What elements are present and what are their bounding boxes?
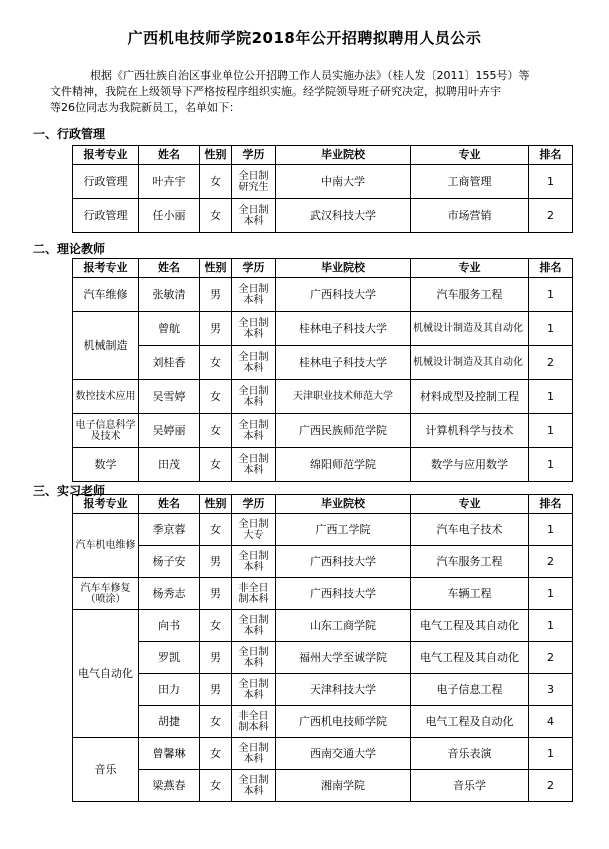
cell-field: 数学与应用数学 [411,448,529,482]
cell-education: 全日制本科 [232,642,276,674]
cell-school: 山东工商学院 [276,610,411,642]
column-header: 姓名 [139,259,200,278]
cell-school: 中南大学 [276,165,411,199]
cell-name: 曾航 [139,312,200,346]
cell-name: 梁燕春 [139,770,200,802]
cell-education: 全日制本科 [232,346,276,380]
cell-field: 市场营销 [411,199,529,233]
table-header-row [73,495,573,514]
table-row [73,414,573,448]
column-header: 性别 [200,259,232,278]
cell-rank: 3 [529,674,573,706]
cell-name: 刘桂香 [139,346,200,380]
cell-rank: 1 [529,578,573,610]
cell-name: 任小丽 [139,199,200,233]
column-header: 报考专业 [73,495,139,514]
cell-major: 机械制造 [73,312,139,380]
column-header: 专业 [411,495,529,514]
cell-rank: 4 [529,706,573,738]
cell-school: 广西科技大学 [276,578,411,610]
cell-rank: 1 [529,312,573,346]
cell-field: 电气工程及其自动化 [411,610,529,642]
column-header: 姓名 [139,146,200,165]
table-row [73,642,573,674]
section-title: 二、理论教师 [33,242,106,256]
cell-rank: 2 [529,546,573,578]
cell-school: 西南交通大学 [276,738,411,770]
cell-field: 计算机科学与技术 [411,414,529,448]
cell-field: 车辆工程 [411,578,529,610]
table-row [73,770,573,802]
column-header: 报考专业 [73,259,139,278]
cell-school: 广西机电技师学院 [276,706,411,738]
cell-major: 行政管理 [73,165,139,199]
cell-major: 电气自动化 [73,610,139,738]
table-row [73,514,573,546]
cell-name: 杨秀志 [139,578,200,610]
cell-gender: 女 [200,165,232,199]
cell-school: 福州大学至诚学院 [276,642,411,674]
cell-major: 行政管理 [73,199,139,233]
cell-major: 电子信息科学及技术 [73,414,139,448]
cell-field: 音乐表演 [411,738,529,770]
cell-gender: 女 [200,610,232,642]
table-row [73,674,573,706]
table-row [73,610,573,642]
cell-gender: 女 [200,514,232,546]
cell-field: 机械设计制造及其自动化 [411,312,529,346]
cell-rank: 1 [529,414,573,448]
cell-education: 全日制本科 [232,674,276,706]
cell-school: 广西科技大学 [276,546,411,578]
cell-education: 全日制本科 [232,278,276,312]
column-header: 学历 [232,146,276,165]
cell-education: 全日制本科 [232,380,276,414]
cell-education: 全日制研究生 [232,165,276,199]
column-header: 专业 [411,146,529,165]
column-header: 报考专业 [73,146,139,165]
table-row [73,312,573,346]
cell-rank: 1 [529,380,573,414]
personnel-table [72,145,573,233]
cell-major: 汽车维修 [73,278,139,312]
cell-school: 桂林电子科技大学 [276,346,411,380]
table-row [73,165,573,199]
cell-name: 罗凯 [139,642,200,674]
cell-major: 数控技术应用 [73,380,139,414]
cell-gender: 男 [200,578,232,610]
cell-school: 桂林电子科技大学 [276,312,411,346]
cell-gender: 女 [200,706,232,738]
cell-education: 全日制本科 [232,546,276,578]
cell-rank: 2 [529,642,573,674]
table-row [73,578,573,610]
cell-rank: 1 [529,514,573,546]
cell-education: 非全日制本科 [232,706,276,738]
cell-rank: 2 [529,770,573,802]
cell-education: 非全日制本科 [232,578,276,610]
cell-field: 汽车电子技术 [411,514,529,546]
cell-name: 张敏清 [139,278,200,312]
cell-rank: 1 [529,448,573,482]
cell-school: 广西工学院 [276,514,411,546]
cell-rank: 1 [529,278,573,312]
column-header: 性别 [200,146,232,165]
intro-line: 根据《广西壮族自治区事业单位公开招聘工作人员实施办法》（桂人发〔2011〕155号）等 [90,69,530,82]
cell-gender: 女 [200,770,232,802]
cell-gender: 女 [200,414,232,448]
cell-field: 电气工程及自动化 [411,706,529,738]
cell-field: 汽车服务工程 [411,546,529,578]
cell-school: 绵阳师范学院 [276,448,411,482]
cell-rank: 1 [529,165,573,199]
cell-name: 吴婷丽 [139,414,200,448]
cell-name: 胡捷 [139,706,200,738]
cell-name: 季京蓉 [139,514,200,546]
column-header: 学历 [232,259,276,278]
cell-rank: 1 [529,610,573,642]
cell-field: 材料成型及控制工程 [411,380,529,414]
section-title: 三、实习老师 [33,484,106,498]
column-header: 毕业院校 [276,259,411,278]
cell-school: 武汉科技大学 [276,199,411,233]
table-row [73,738,573,770]
page-title: 广西机电技师学院2018年公开招聘拟聘用人员公示 [127,29,482,47]
table-row [73,706,573,738]
cell-gender: 女 [200,448,232,482]
cell-major: 汽车机电维修 [73,514,139,578]
cell-field: 工商管理 [411,165,529,199]
cell-education: 全日制本科 [232,738,276,770]
personnel-table [72,258,573,482]
section-title: 一、行政管理 [33,127,106,141]
cell-education: 全日制本科 [232,312,276,346]
cell-gender: 男 [200,674,232,706]
cell-name: 吴雪婷 [139,380,200,414]
cell-education: 全日制大专 [232,514,276,546]
column-header: 毕业院校 [276,146,411,165]
column-header: 排名 [529,259,573,278]
table-header-row [73,259,573,278]
cell-name: 田力 [139,674,200,706]
column-header: 性别 [200,495,232,514]
cell-education: 全日制本科 [232,414,276,448]
cell-major: 音乐 [73,738,139,802]
column-header: 排名 [529,495,573,514]
cell-field: 音乐学 [411,770,529,802]
cell-education: 全日制本科 [232,199,276,233]
cell-school: 湘南学院 [276,770,411,802]
column-header: 学历 [232,495,276,514]
table-row [73,346,573,380]
cell-name: 向书 [139,610,200,642]
cell-name: 曾馨琳 [139,738,200,770]
cell-major: 汽车车修复（喷涂） [73,578,139,610]
cell-field: 汽车服务工程 [411,278,529,312]
table-row [73,380,573,414]
cell-school: 天津科技大学 [276,674,411,706]
column-header: 专业 [411,259,529,278]
cell-gender: 男 [200,278,232,312]
intro-paragraph [50,68,552,116]
cell-education: 全日制本科 [232,610,276,642]
cell-gender: 男 [200,642,232,674]
cell-gender: 男 [200,546,232,578]
intro-line: 文件精神，我院在上级领导下严格按程序组织实施。经学院领导班子研究决定，拟聘用叶卉宇 [50,85,501,98]
cell-gender: 女 [200,346,232,380]
table-row [73,546,573,578]
cell-field: 机械设计制造及其自动化 [411,346,529,380]
cell-school: 广西科技大学 [276,278,411,312]
cell-education: 全日制本科 [232,770,276,802]
cell-school: 天津职业技术师范大学 [276,380,411,414]
cell-name: 田茂 [139,448,200,482]
cell-gender: 女 [200,738,232,770]
table-header-row [73,146,573,165]
column-header: 姓名 [139,495,200,514]
cell-name: 叶卉宇 [139,165,200,199]
personnel-table [72,494,573,802]
cell-rank: 2 [529,346,573,380]
cell-rank: 1 [529,738,573,770]
cell-name: 杨子安 [139,546,200,578]
cell-rank: 2 [529,199,573,233]
table-row [73,199,573,233]
cell-field: 电气工程及其自动化 [411,642,529,674]
cell-school: 广西民族师范学院 [276,414,411,448]
column-header: 排名 [529,146,573,165]
intro-line: 等26位同志为我院新员工，名单如下： [50,101,240,114]
table-row [73,448,573,482]
cell-gender: 男 [200,312,232,346]
table-row [73,278,573,312]
cell-field: 电子信息工程 [411,674,529,706]
column-header: 毕业院校 [276,495,411,514]
cell-gender: 女 [200,199,232,233]
cell-education: 全日制本科 [232,448,276,482]
cell-major: 数学 [73,448,139,482]
cell-gender: 女 [200,380,232,414]
